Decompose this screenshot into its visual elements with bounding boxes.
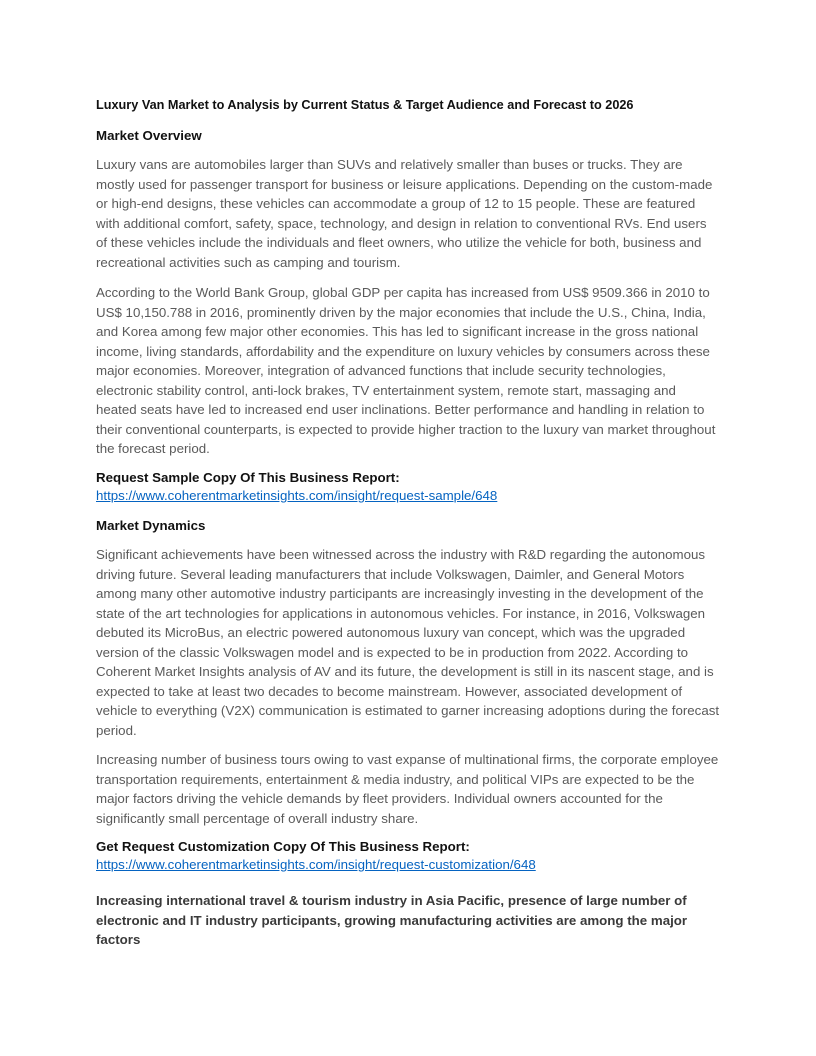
overview-paragraph-1: Luxury vans are automobiles larger than SUVs and relatively smaller than buses or trucks. They are mostly used for passenger transport for business or leisure applications. Depending on the custom-made or high-end designs, these vehicles can accommodate a group of 12 to 15 people. These are featured with additional comfort, safety, space, technology, and design in relation to conventional RVs. End users of these vehicles include the individuals and fleet owners, who utilize the vehicle for both, business and recreational activities such as camping and tourism. [96, 157, 713, 270]
dynamics-paragraph-2: Increasing number of business tours owing to vast expanse of multinational firms, the corporate employee transportation requirements, entertainment & media industry, and political VIPs are expected to be the major factors driving the vehicle demands by fleet providers. Individual owners accounted for the significantly small percentage of overall industry share. [96, 752, 719, 826]
customization-request-link[interactable]: https://www.coherentmarketinsights.com/insight/request-customization/648 [96, 857, 536, 872]
customization-request-block [96, 838, 720, 874]
sample-request-link[interactable]: https://www.coherentmarketinsights.com/insight/request-sample/648 [96, 488, 498, 503]
sample-request-block [96, 469, 720, 505]
market-dynamics-heading: Market Dynamics [96, 518, 206, 533]
dynamics-paragraph-1: Significant achievements have been witnessed across the industry with R&D regarding the autonomous driving future. Several leading manufacturers that include Volkswagen, Daimler, and General Motors among many other automotive industry participants are increasingly investing in the development of the state of the art technologies for applications in autonomous vehicles. For instance, in 2016, Volkswagen debuted its MicroBus, an electric powered autonomous luxury van concept, which was the upgraded version of the classic Volkswagen model and is expected to be in production from 2022. According to Coherent Market Insights analysis of AV and its future, the development is still in its nascent stage, and is expected to take at least two decades to become mainstream. However, associated development of vehicle to everything (V2X) communication is estimated to garner increasing adoptions during the forecast period. [96, 547, 720, 738]
market-overview-heading: Market Overview [96, 128, 202, 143]
sample-request-label: Request Sample Copy Of This Business Report: [96, 470, 400, 485]
customization-request-label: Get Request Customization Copy Of This Business Report: [96, 839, 470, 854]
closing-bold-paragraph: Increasing international travel & tourism industry in Asia Pacific, presence of large number of electronic and IT industry participants, growing manufacturing activities are among the major factors [96, 893, 688, 947]
overview-paragraph-2: According to the World Bank Group, global GDP per capita has increased from US$ 9509.366 in 2010 to US$ 10,150.788 in 2016, prominently driven by the major economies that include the U.S., China, India, and Korea among few major other economies. This has led to significant increase in the gross national income, living standards, affordability and the expenditure on luxury vehicles by consumers across these major economies. Moreover, integration of advanced functions that include security technologies, electronic stability control, anti-lock brakes, TV entertainment system, remote start, massaging and heated seats have led to increased end user inclinations. Better performance and handling in relation to their conventional counterparts, is expected to provide higher traction to the luxury van market throughout the forecast period. [96, 285, 716, 456]
document-title: Luxury Van Market to Analysis by Current Status & Target Audience and Forecast to 2026 [96, 98, 634, 112]
